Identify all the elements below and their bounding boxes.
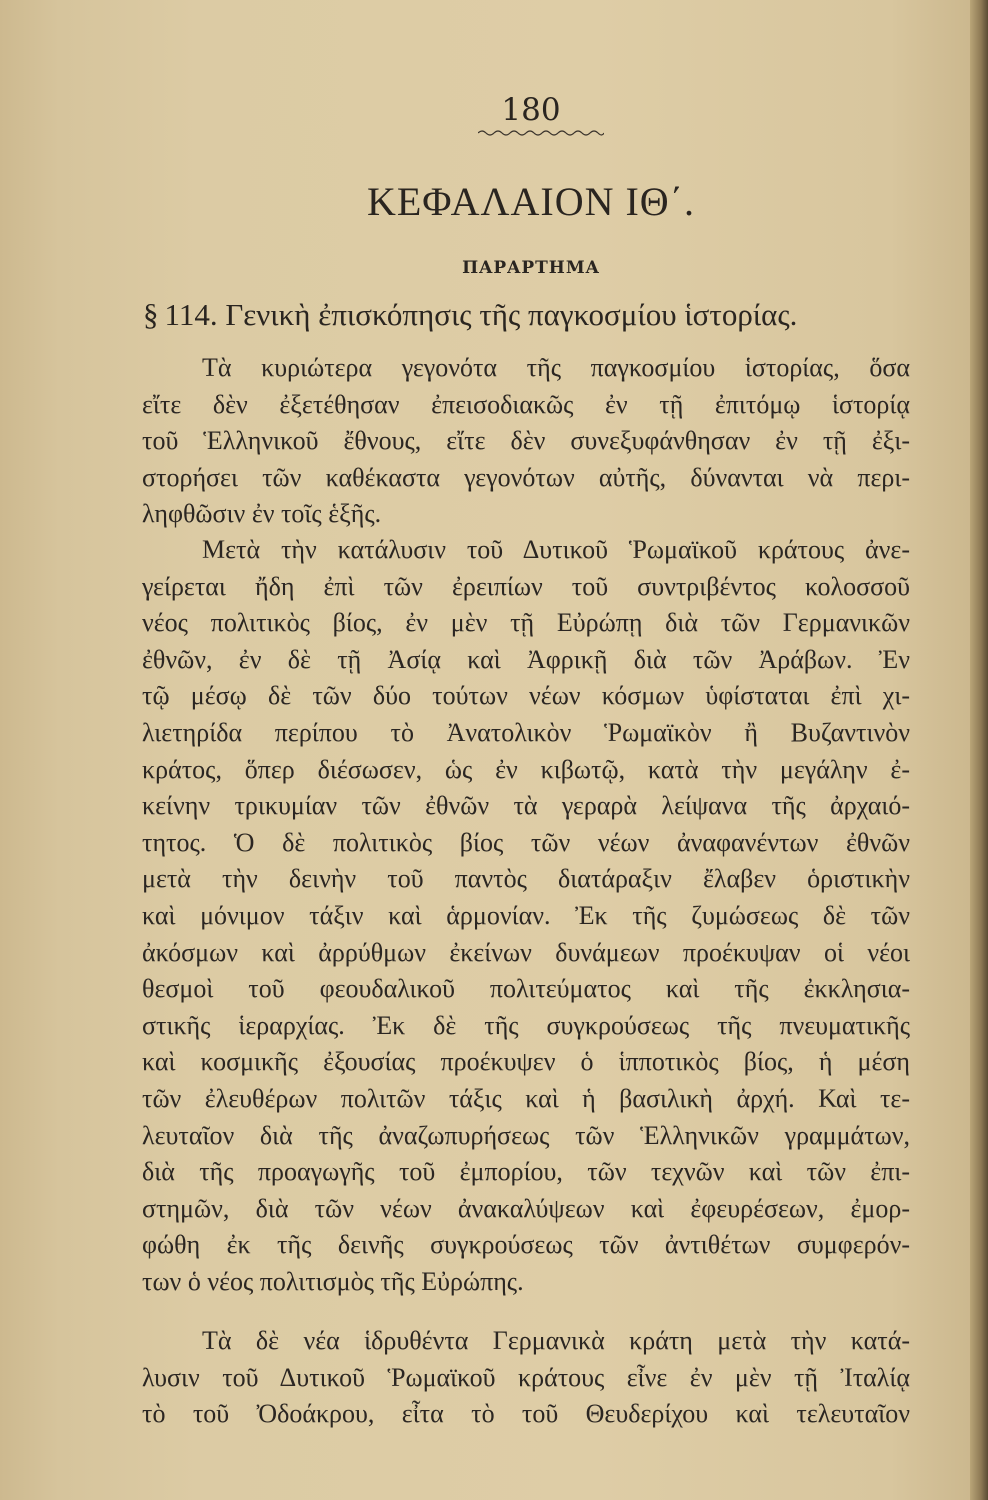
- section-label: ΠΑΡΑΡΤΗΜΑ: [462, 258, 600, 278]
- text-line: στημῶν, διὰ τῶν νέων ἀνακαλύψεων καὶ ἐφευρέσεων, ἐμορ-: [142, 1193, 910, 1223]
- text-line: λιετηρίδα περίπου τὸ Ἀνατολικὸν Ῥωμαϊκὸν ἢ Βυζαντινὸν: [142, 717, 910, 747]
- text-line: στορήσει τῶν καθέκαστα γεγονότων αὐτῆς, δύνανται νὰ περι-: [142, 462, 910, 492]
- text-line: ἐθνῶν, ἐν δὲ τῇ Ἀσίᾳ καὶ Ἀφρικῇ διὰ τῶν Ἀράβων. Ἐν: [142, 644, 910, 674]
- section-heading-text: 114. Γενικὴ ἐπισκόπησις τῆς παγκοσμίου ἱστορίας.: [164, 297, 798, 332]
- text-line: ληφθῶσιν ἐν τοῖς ἑξῆς.: [142, 499, 382, 529]
- text-line: φώθη ἐκ τῆς δεινῆς συγκρούσεως τῶν ἀντιθέτων συμφερόν-: [142, 1230, 910, 1260]
- text-line: λυσιν τοῦ Δυτικοῦ Ῥωμαϊκοῦ κράτους εἶνε ἐν μὲν τῇ Ἰταλίᾳ: [142, 1362, 910, 1392]
- text-line: κείνην τρικυμίαν τῶν ἐθνῶν τὰ γεραρὰ λείψανα τῆς ἀρχαιό-: [142, 791, 910, 821]
- wavy-ornament: [478, 128, 604, 138]
- book-spine-shadow: [970, 0, 988, 1500]
- text-line: ἀκόσμων καὶ ἀρρύθμων ἐκείνων δυνάμεων προέκυψαν οἱ νέοι: [142, 937, 910, 967]
- section-heading: [143, 297, 913, 333]
- paragraph-2: [142, 532, 910, 1300]
- text-line: νέος πολιτικὸς βίος, ἐν μὲν τῇ Εὐρώπῃ διὰ τῶν Γερμανικῶν: [142, 608, 910, 638]
- text-line: τῷ μέσῳ δὲ τῶν δύο τούτων νέων κόσμων ὑφίσταται ἐπὶ χι-: [142, 681, 910, 711]
- text-line: κράτος, ὅπερ διέσωσεν, ὡς ἐν κιβωτῷ, κατὰ τὴν μεγάλην ἐ-: [142, 754, 910, 784]
- text-line: τὸ τοῦ Ὀδοάκρου, εἶτα τὸ τοῦ Θευδερίχου καὶ τελευταῖον: [142, 1399, 910, 1429]
- text-line: γείρεται ἤδη ἐπὶ τῶν ἐρειπίων τοῦ συντριβέντος κολοσσοῦ: [142, 571, 910, 601]
- text-line: λευταῖον διὰ τῆς ἀναζωπυρήσεως τῶν Ἑλληνικῶν γραμμάτων,: [142, 1120, 910, 1150]
- text-line: τῶν ἐλευθέρων πολιτῶν τάξις καὶ ἡ βασιλικὴ ἀρχή. Καὶ τε-: [142, 1083, 910, 1113]
- text-line: Τὰ δὲ νέα ἱδρυθέντα Γερμανικὰ κράτη μετὰ τὴν κατά-: [202, 1326, 910, 1355]
- paragraph-3: [142, 1323, 910, 1433]
- text-line: εἴτε δὲν ἐξετέθησαν ἐπεισοδιακῶς ἐν τῇ ἐπιτόμῳ ἱστορίᾳ: [142, 389, 910, 419]
- paragraph-1: [142, 350, 910, 533]
- text-line: καὶ κοσμικῆς ἐξουσίας προέκυψεν ὁ ἱπποτικὸς βίος, ἡ μέση: [142, 1047, 910, 1077]
- chapter-title: ΚΕΦΑΛΑΙΟΝ ΙΘ΄.: [366, 179, 696, 224]
- text-line: στικῆς ἱεραρχίας. Ἐκ δὲ τῆς συγκρούσεως τῆς πνευματικῆς: [142, 1010, 910, 1040]
- section-symbol: §: [143, 297, 159, 332]
- text-line: τητος. Ὁ δὲ πολιτικὸς βίος τῶν νέων ἀναφανέντων ἐθνῶν: [142, 827, 910, 857]
- text-line: Τὰ κυριώτερα γεγονότα τῆς παγκοσμίου ἱστορίας, ὅσα: [202, 353, 910, 382]
- text-line: Μετὰ τὴν κατάλυσιν τοῦ Δυτικοῦ Ῥωμαϊκοῦ κράτους ἀνε-: [202, 535, 910, 564]
- text-line: διὰ τῆς προαγωγῆς τοῦ ἐμπορίου, τῶν τεχνῶν καὶ τῶν ἐπι-: [142, 1157, 910, 1187]
- page-number: 180: [501, 92, 561, 128]
- text-line: τοῦ Ἑλληνικοῦ ἔθνους, εἴτε δὲν συνεξυφάνθησαν ἐν τῇ ἐξι-: [142, 426, 910, 456]
- text-line: των ὁ νέος πολιτισμὸς τῆς Εὐρώπης.: [142, 1266, 524, 1296]
- text-line: μετὰ τὴν δεινὴν τοῦ παντὸς διατάραξιν ἔλαβεν ὁριστικὴν: [142, 864, 910, 894]
- text-line: θεσμοὶ τοῦ φεουδαλικοῦ πολιτεύματος καὶ τῆς ἐκκλησια-: [142, 974, 910, 1004]
- text-line: καὶ μόνιμον τάξιν καὶ ἁρμονίαν. Ἐκ τῆς ζυμώσεως δὲ τῶν: [142, 900, 910, 930]
